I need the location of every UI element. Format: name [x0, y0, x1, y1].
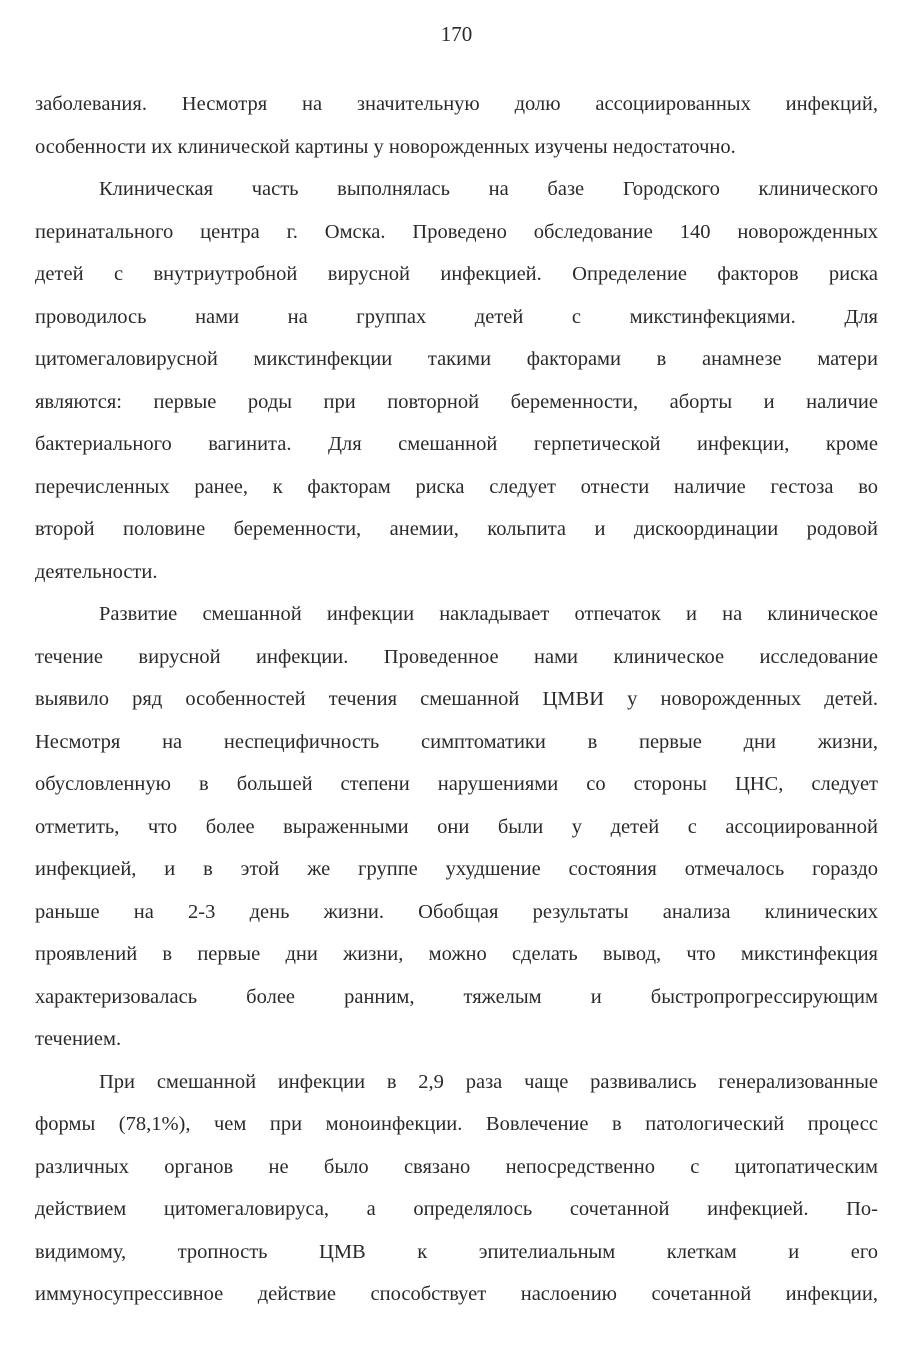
text-line: отметить, что более выраженными они были у детей с ассоциированной — [35, 815, 878, 838]
text-line: обусловленную в большей степени нарушениями со стороны ЦНС, следует — [35, 773, 878, 795]
text-line: формы (78,1%), чем при моноинфекции. Вовлечение в патологический процесс — [35, 1113, 878, 1135]
text-line: бактериального вагинита. Для смешанной герпетической инфекции, кроме — [35, 433, 878, 455]
text-line: деятельности. — [35, 560, 158, 583]
body-text — [35, 83, 878, 1316]
text-line: Клиническая часть выполнялась на базе Городского клинического — [99, 178, 878, 200]
text-line: инфекцией, и в этой же группе ухудшение состояния отмечалось гораздо — [35, 858, 878, 880]
text-line: выявило ряд особенностей течения смешанной ЦМВИ у новорожденных детей. — [35, 688, 878, 710]
text-line: второй половине беременности, анемии, кольпита и дискоординации родовой — [35, 518, 878, 540]
text-line: особенности их клинической картины у новорожденных изучены недостаточно. — [35, 135, 736, 158]
text-line: перечисленных ранее, к факторам риска следует отнести наличие гестоза во — [35, 475, 878, 498]
text-line: течением. — [35, 1028, 122, 1050]
text-line: детей с внутриутробной вирусной инфекцией. Определение факторов риска — [35, 263, 878, 285]
text-line: являются: первые роды при повторной беременности, аборты и наличие — [35, 390, 878, 413]
text-line: иммуносупрессивное действие способствует наслоению сочетанной инфекции, — [35, 1283, 878, 1305]
text-line: течение вирусной инфекции. Проведенное нами клиническое исследование — [35, 645, 878, 668]
text-line: действием цитомегаловируса, а определялось сочетанной инфекцией. По- — [35, 1198, 878, 1220]
text-line: При смешанной инфекции в 2,9 раза чаще развивались генерализованные — [99, 1070, 878, 1093]
text-line: различных органов не было связано непосредственно с цитопатическим — [35, 1155, 878, 1178]
text-line: заболевания. Несмотря на значительную долю ассоциированных инфекций, — [35, 93, 878, 115]
text-line: раньше на 2-3 день жизни. Обобщая результаты анализа клинических — [35, 900, 878, 923]
text-line: проявлений в первые дни жизни, можно сделать вывод, что микстинфекция — [35, 943, 878, 965]
text-line: проводилось нами на группах детей с микстинфекциями. Для — [35, 305, 878, 328]
text-line: цитомегаловирусной микстинфекции такими факторами в анамнезе матери — [35, 348, 878, 370]
text-line: Развитие смешанной инфекции накладывает отпечаток и на клиническое — [99, 603, 878, 625]
text-line: перинатального центра г. Омска. Проведено обследование 140 новорожденных — [35, 220, 878, 243]
text-line: характеризовалась более ранним, тяжелым и быстропрогрессирующим — [35, 985, 878, 1008]
text-line: видимому, тропность ЦМВ к эпителиальным клеткам и его — [35, 1240, 878, 1263]
page-number: 170 — [440, 22, 473, 46]
text-line: Несмотря на неспецифичность симптоматики в первые дни жизни, — [35, 730, 878, 753]
